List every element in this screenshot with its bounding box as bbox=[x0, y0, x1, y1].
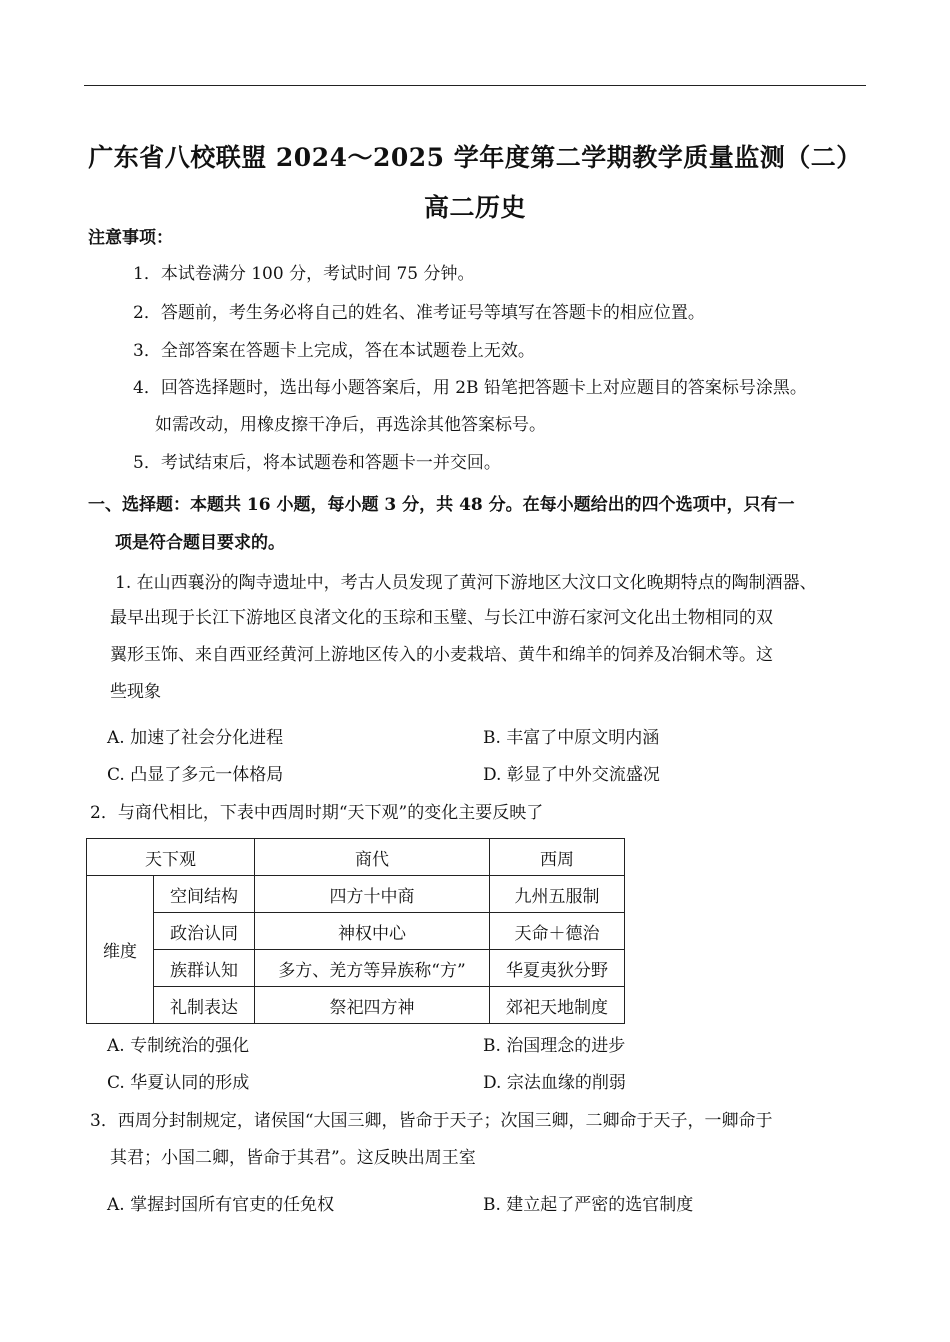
table-header-row bbox=[87, 839, 625, 876]
table-cell: 华夏夷狄分野 bbox=[490, 950, 625, 987]
table-row bbox=[87, 876, 625, 913]
exam-title: 广东省八校联盟 2024～2025 学年度第二学期教学质量监测（二） bbox=[88, 143, 862, 172]
notice-item: 2．答题前，考生务必将自己的姓名、准考证号等填写在答题卡的相应位置。 bbox=[133, 303, 705, 323]
q2-option-d: D. 宗法血缘的削弱 bbox=[483, 1073, 626, 1093]
top-rule bbox=[84, 85, 866, 86]
table-cell: 神权中心 bbox=[255, 913, 490, 950]
table-cell: 空间结构 bbox=[154, 876, 255, 913]
q1-option-d: D. 彰显了中外交流盛况 bbox=[483, 765, 660, 785]
notice-heading: 注意事项： bbox=[88, 228, 173, 248]
table-cell: 天命＋德治 bbox=[490, 913, 625, 950]
table-cell: 四方十中商 bbox=[255, 876, 490, 913]
q3-option-b: B. 建立起了严密的选官制度 bbox=[483, 1195, 694, 1215]
exam-subject: 高二历史 bbox=[423, 193, 526, 222]
table-cell: 政治认同 bbox=[154, 913, 255, 950]
table-row bbox=[87, 950, 625, 987]
q3-stem: 其君；小国二卿，皆命于其君”。这反映出周王室 bbox=[110, 1148, 476, 1168]
notice-item: 1．本试卷满分 100 分，考试时间 75 分钟。 bbox=[133, 264, 475, 284]
notice-item: 如需改动，用橡皮擦干净后，再选涂其他答案标号。 bbox=[155, 415, 546, 435]
q1-stem: 1. 在山西襄汾的陶寺遗址中，考古人员发现了黄河下游地区大汶口文化晚期特点的陶制酒器、 bbox=[115, 573, 817, 593]
table-cell: 多方、羌方等异族称“方” bbox=[255, 950, 490, 987]
table-row bbox=[87, 987, 625, 1024]
section-heading: 一、选择题：本题共 16 小题，每小题 3 分，共 48 分。在每小题给出的四个选项中，只有一 bbox=[88, 495, 795, 515]
q2-option-a: A. 专制统治的强化 bbox=[107, 1036, 250, 1056]
notice-item: 3．全部答案在答题卡上完成，答在本试题卷上无效。 bbox=[133, 341, 535, 361]
table-header-cell: 天下观 bbox=[87, 839, 255, 876]
q2-option-b: B. 治国理念的进步 bbox=[483, 1036, 626, 1056]
q1-option-b: B. 丰富了中原文明内涵 bbox=[483, 728, 660, 748]
table-cell: 祭祀四方神 bbox=[255, 987, 490, 1024]
table-row bbox=[87, 913, 625, 950]
notice-item: 5．考试结束后，将本试题卷和答题卡一并交回。 bbox=[133, 453, 501, 473]
section-heading-cont: 项是符合题目要求的。 bbox=[115, 533, 285, 553]
q1-stem: 最早出现于长江下游地区良渚文化的玉琮和玉璧、与长江中游石家河文化出土物相同的双 bbox=[110, 608, 773, 628]
table-group-cell: 维度 bbox=[87, 876, 154, 1024]
q2-stem: 2．与商代相比，下表中西周时期“天下观”的变化主要反映了 bbox=[90, 803, 544, 823]
table-header-cell: 西周 bbox=[490, 839, 625, 876]
q2-option-c: C. 华夏认同的形成 bbox=[107, 1073, 250, 1093]
q3-option-a: A. 掌握封国所有官吏的任免权 bbox=[107, 1195, 335, 1215]
q1-option-a: A. 加速了社会分化进程 bbox=[107, 728, 284, 748]
notice-item: 4．回答选择题时，选出每小题答案后，用 2B 铅笔把答题卡上对应题目的答案标号涂黑。 bbox=[133, 378, 807, 398]
table-cell: 族群认知 bbox=[154, 950, 255, 987]
q1-stem: 翼形玉饰、来自西亚经黄河上游地区传入的小麦栽培、黄牛和绵羊的饲养及冶铜术等。这 bbox=[110, 645, 773, 665]
table-cell: 郊祀天地制度 bbox=[490, 987, 625, 1024]
q3-stem: 3．西周分封制规定，诸侯国“大国三卿，皆命于天子；次国三卿，二卿命于天子，一卿命于 bbox=[90, 1111, 773, 1131]
table-cell: 礼制表达 bbox=[154, 987, 255, 1024]
table-cell: 九州五服制 bbox=[490, 876, 625, 913]
q2-table bbox=[86, 838, 625, 1024]
table-header-cell: 商代 bbox=[255, 839, 490, 876]
q1-stem: 些现象 bbox=[110, 682, 161, 702]
q1-option-c: C. 凸显了多元一体格局 bbox=[107, 765, 284, 785]
